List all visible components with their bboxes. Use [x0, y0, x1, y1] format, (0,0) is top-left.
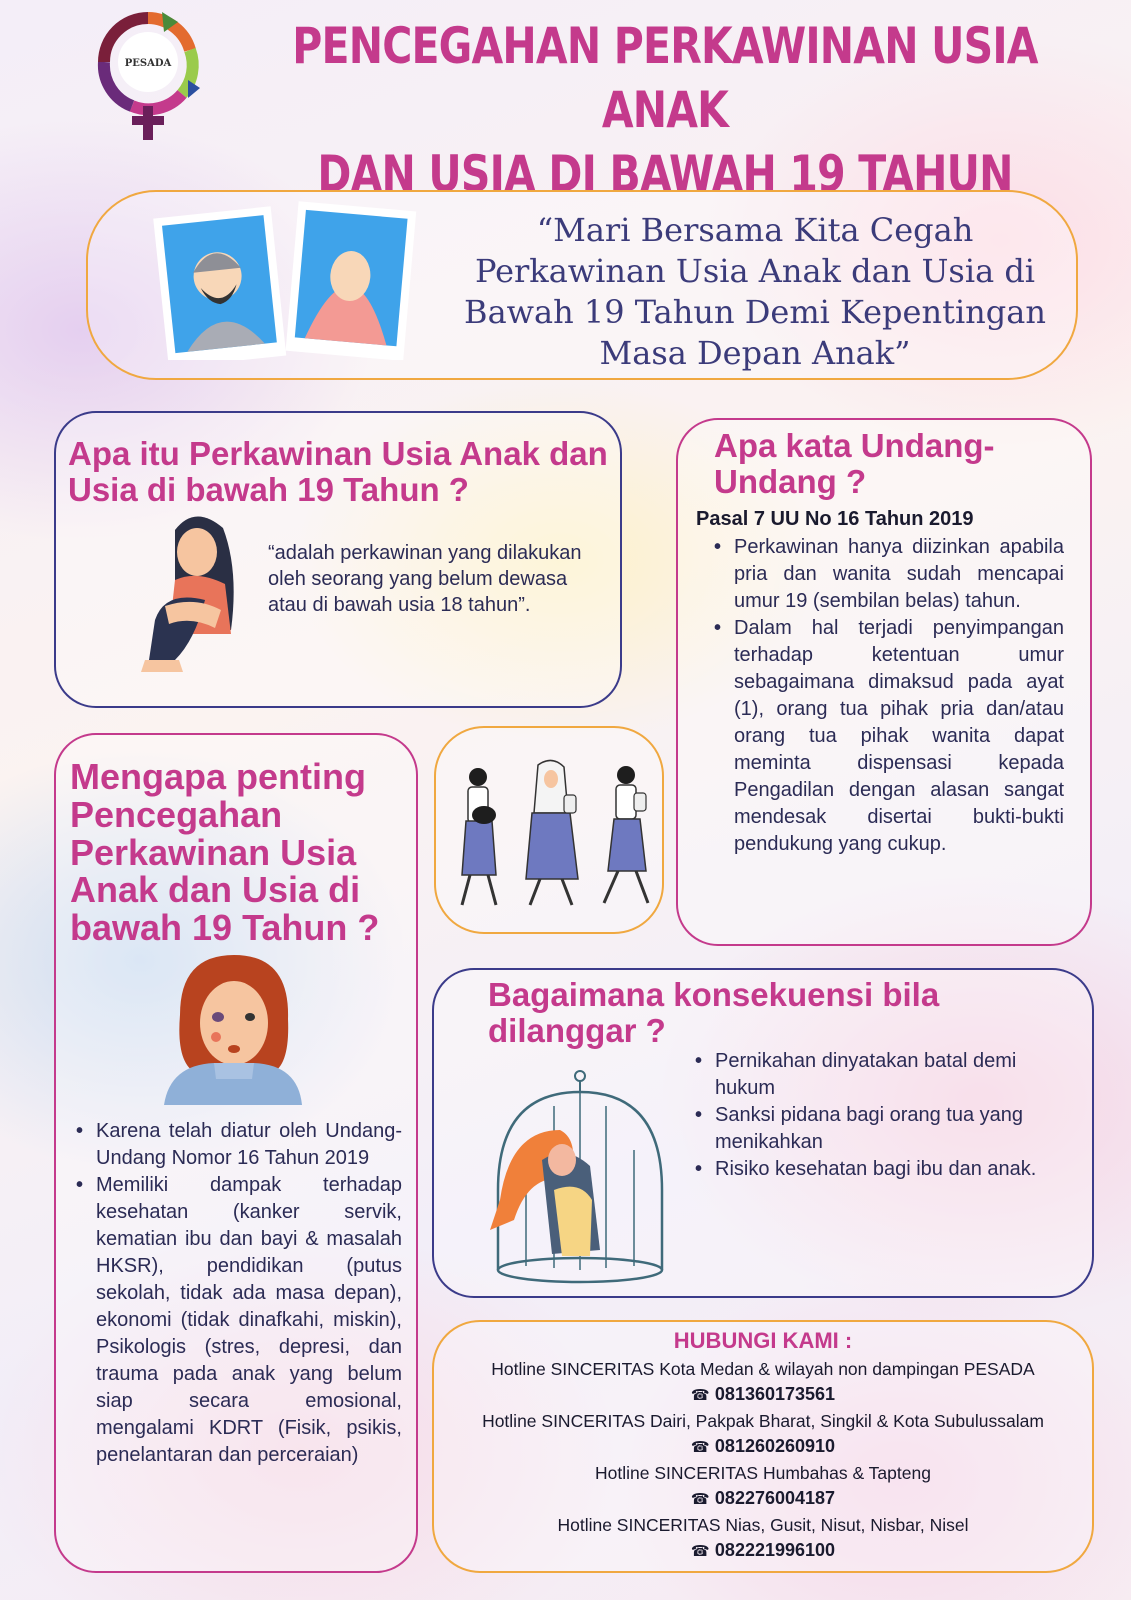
law-subtitle: Pasal 7 UU No 16 Tahun 2019 — [696, 508, 974, 530]
consequence-item: • Pernikahan dinyatakan batal demi hukum — [693, 1048, 1073, 1102]
hotline-phone[interactable] — [432, 1538, 1094, 1564]
hotline-phone[interactable] — [432, 1434, 1094, 1460]
walking-students-illustration — [440, 755, 660, 915]
hotline-label: Hotline SINCERITAS Kota Medan & wilayah non dampingan PESADA — [491, 1359, 1035, 1379]
girl-in-cage-illustration — [470, 1070, 680, 1285]
consequence-item: • Risiko kesehatan bagi ibu dan anak. — [693, 1156, 1073, 1183]
hotline-phone-number[interactable]: 081260260910 — [714, 1436, 836, 1456]
law-title: Apa kata Undang-Undang ? — [714, 427, 995, 501]
definition-title: Apa itu Perkawinan Usia Anak dan Usia di bawah 19 Tahun ? — [68, 435, 608, 509]
title-line-2: DAN USIA DI BAWAH 19 TAHUN — [317, 145, 1013, 203]
couple-photos-illustration — [150, 200, 420, 360]
importance-title: Mengapa penting Pencegahan Perkawinan Usia Anak dan Usia di bawah 19 Tahun ? — [70, 756, 380, 949]
crying-woman-illustration — [160, 955, 305, 1105]
phone-icon: ☎ — [690, 1439, 710, 1456]
hotline-phone[interactable] — [432, 1486, 1094, 1512]
consequence-item: • Sanksi pidana bagi orang tua yang menikahkan — [693, 1102, 1073, 1156]
consequences-title: Bagaimana konsekuensi bila dilanggar ? — [488, 976, 940, 1050]
phone-icon: ☎ — [690, 1387, 710, 1404]
contact-title: HUBUNGI KAMI : — [673, 1328, 853, 1353]
contact-content — [432, 1326, 1094, 1564]
page-title — [292, 14, 1038, 206]
importance-list — [74, 1118, 402, 1469]
phone-icon: ☎ — [690, 1543, 710, 1560]
importance-item: • Karena telah diatur oleh Undang-Undang Nomor 16 Tahun 2019 — [74, 1118, 402, 1172]
definition-text: “adalah perkawinan yang dilakukan oleh seorang yang belum dewasa atau di bawah usia 18 tahun”. — [268, 542, 582, 616]
hotline-label: Hotline SINCERITAS Dairi, Pakpak Bharat, Singkil & Kota Subulussalam — [482, 1411, 1044, 1431]
hotline-phone-number[interactable]: 082221996100 — [714, 1540, 836, 1560]
law-list — [712, 534, 1064, 858]
law-item: • Perkawinan hanya diizinkan apabila pria dan wanita sudah mencapai umur 19 (sembilan belas) tahun. — [712, 534, 1064, 615]
title-line-1: PENCEGAHAN PERKAWINAN USIA ANAK — [292, 17, 1038, 139]
consequences-list — [693, 1048, 1073, 1183]
importance-item: • Memiliki dampak terhadap kesehatan (kanker servik, kematian ibu dan bayi & masalah HKSR), pendidikan (putus sekolah, tidak ada masa depan), ekonomi (tidak dinafkahi, miskin), Psikologis (stres, depresi, dan trauma pada anak yang belum siap secara emosional, mengalami KDRT (Fisik, psikis, penelantaran dan perceraian) — [74, 1172, 402, 1469]
hotline-label: Hotline SINCERITAS Nias, Gusit, Nisut, Nisbar, Nisel — [557, 1515, 969, 1535]
logo-text-top: PESADA — [124, 58, 172, 69]
hotline-phone-number[interactable]: 081360173561 — [714, 1384, 836, 1404]
hotline-phone-number[interactable]: 082276004187 — [714, 1488, 836, 1508]
sad-girl-illustration — [135, 510, 255, 690]
hotline-label: Hotline SINCERITAS Humbahas & Tapteng — [595, 1463, 931, 1483]
quote-text: “Mari Bersama Kita Cegah Perkawinan Usia Anak dan Usia di Bawah 19 Tahun Demi Kepentingan Masa Depan Anak” — [464, 211, 1046, 372]
law-item: • Dalam hal terjadi penyimpangan terhadap ketentuan umur sebagaimana dimaksud pada ayat (1), orang tua pihak pria dan/atau orang tua pihak wanita dapat meminta dispensasi kepada Pengadilan dengan alasan sangat mendesak disertai bukti-bukti pendukung yang cukup. — [712, 615, 1064, 858]
pesada-logo — [92, 10, 204, 142]
phone-icon: ☎ — [690, 1491, 710, 1508]
hotline-phone[interactable] — [432, 1382, 1094, 1408]
